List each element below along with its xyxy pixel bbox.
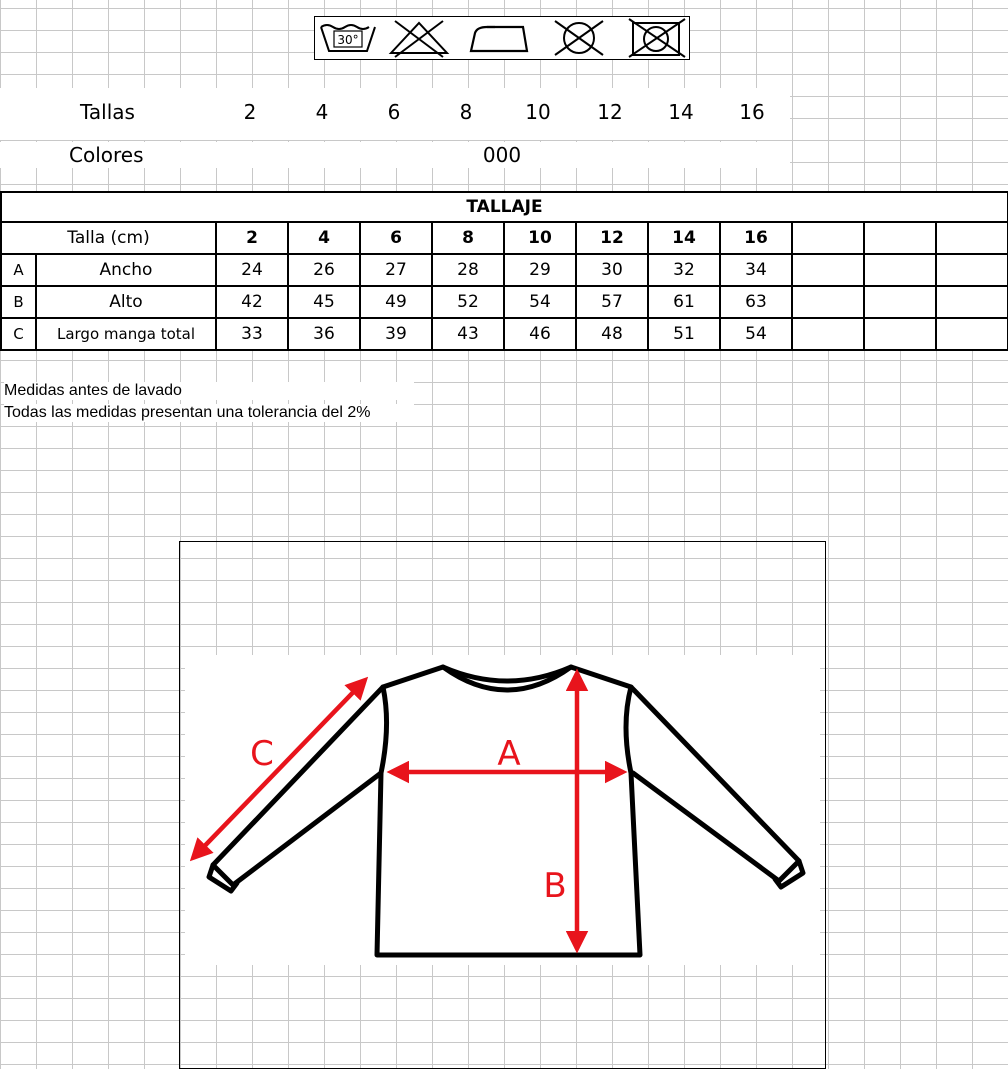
tallas-size: 12 xyxy=(597,100,623,124)
empty-cell xyxy=(864,318,936,350)
label-a: A xyxy=(497,734,521,774)
size-header: 10 xyxy=(504,222,576,254)
no-tumble-dry-icon xyxy=(555,21,603,55)
colores-label: Colores xyxy=(69,143,144,167)
size-header: 14 xyxy=(648,222,720,254)
cell-value: 46 xyxy=(504,318,576,350)
cell-value: 54 xyxy=(720,318,792,350)
colores-value: 000 xyxy=(482,143,522,167)
cell-value: 24 xyxy=(216,254,288,286)
empty-cell xyxy=(936,222,1008,254)
cell-value: 33 xyxy=(216,318,288,350)
cell-value: 36 xyxy=(288,318,360,350)
no-bleach-icon xyxy=(391,21,447,57)
tallas-size: 2 xyxy=(243,100,257,124)
row-code: A xyxy=(1,254,36,286)
size-header: 4 xyxy=(288,222,360,254)
tallas-size: 4 xyxy=(315,100,329,124)
empty-cell xyxy=(792,222,864,254)
size-header: 2 xyxy=(216,222,288,254)
wash-temp-label: 30° xyxy=(337,33,359,47)
size-header: 6 xyxy=(360,222,432,254)
cell-value: 57 xyxy=(576,286,648,318)
cell-value: 43 xyxy=(432,318,504,350)
cell-value: 49 xyxy=(360,286,432,318)
cell-value: 51 xyxy=(648,318,720,350)
table-row xyxy=(1,318,1008,350)
row-name: Ancho xyxy=(36,254,216,286)
size-header: 16 xyxy=(720,222,792,254)
cell-value: 27 xyxy=(360,254,432,286)
tallas-size: 6 xyxy=(387,100,401,124)
measurement-arrows xyxy=(193,673,623,949)
cell-value: 42 xyxy=(216,286,288,318)
row-code: C xyxy=(1,318,36,350)
no-dry-clean-icon xyxy=(629,19,685,57)
empty-cell xyxy=(864,222,936,254)
cell-value: 45 xyxy=(288,286,360,318)
empty-cell xyxy=(936,254,1008,286)
cell-value: 63 xyxy=(720,286,792,318)
cell-value: 52 xyxy=(432,286,504,318)
empty-cell xyxy=(864,254,936,286)
row-code: B xyxy=(1,286,36,318)
cell-value: 30 xyxy=(576,254,648,286)
table-row xyxy=(1,254,1008,286)
tallas-size: 14 xyxy=(668,100,694,124)
tallas-size: 10 xyxy=(525,100,551,124)
size-header: 12 xyxy=(576,222,648,254)
empty-cell xyxy=(936,318,1008,350)
cell-value: 48 xyxy=(576,318,648,350)
tallaje-title: TALLAJE xyxy=(1,192,1008,222)
iron-icon xyxy=(471,27,527,51)
talla-header-label: Talla (cm) xyxy=(1,222,216,254)
note-tolerance: Todas las medidas presentan una tolerancia del 2% xyxy=(4,404,414,422)
cell-value: 32 xyxy=(648,254,720,286)
size-header: 8 xyxy=(432,222,504,254)
cell-value: 28 xyxy=(432,254,504,286)
tallas-size: 8 xyxy=(459,100,473,124)
empty-cell xyxy=(792,254,864,286)
tallaje-table xyxy=(0,191,1008,351)
care-icons-box xyxy=(314,16,690,60)
cell-value: 29 xyxy=(504,254,576,286)
arrow-c xyxy=(193,680,365,858)
row-name: Alto xyxy=(36,286,216,318)
empty-cell xyxy=(864,286,936,318)
sweater-outline xyxy=(209,667,803,955)
cell-value: 39 xyxy=(360,318,432,350)
cell-value: 34 xyxy=(720,254,792,286)
tallas-size: 16 xyxy=(739,100,765,124)
empty-cell xyxy=(936,286,1008,318)
cell-value: 61 xyxy=(648,286,720,318)
cell-value: 54 xyxy=(504,286,576,318)
tallas-label: Tallas xyxy=(80,100,135,124)
cell-value: 26 xyxy=(288,254,360,286)
sweater-diagram xyxy=(185,655,820,965)
label-c: C xyxy=(250,734,274,774)
empty-cell xyxy=(792,286,864,318)
label-b: B xyxy=(543,866,567,906)
table-row xyxy=(1,286,1008,318)
row-name: Largo manga total xyxy=(36,318,216,350)
note-before-washing: Medidas antes de lavado xyxy=(4,382,414,400)
empty-cell xyxy=(792,318,864,350)
